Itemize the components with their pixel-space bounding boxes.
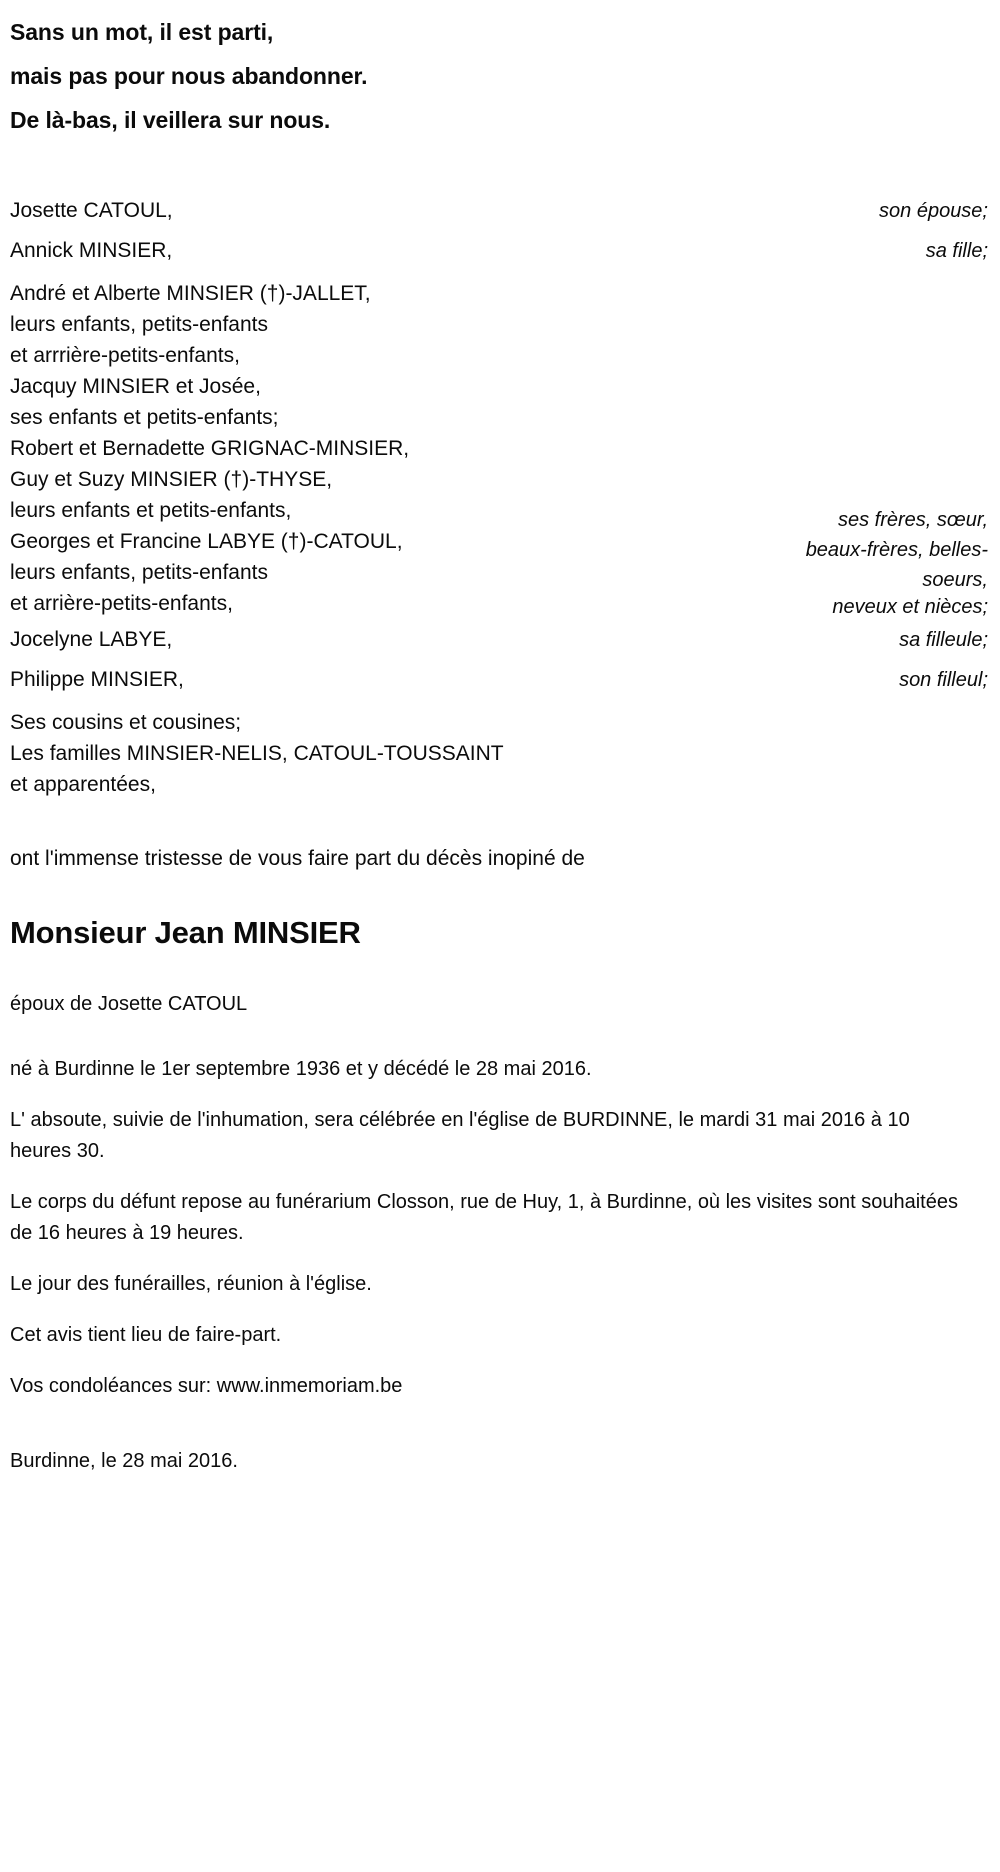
person-name: leurs enfants et petits-enfants, <box>10 499 292 522</box>
person-name: leurs enfants, petits-enfants <box>10 561 268 584</box>
person-name: Robert et Bernadette GRIGNAC-MINSIER, <box>10 437 410 460</box>
announcement-text: ont l'immense tristesse de vous faire part du décès inopiné de <box>10 847 585 870</box>
names-column-families <box>10 707 504 800</box>
poem-line-3: De là-bas, il veillera sur nous. <box>10 107 331 133</box>
person-name: Ses cousins et cousines; <box>10 711 242 734</box>
person-name: Jocelyne LABYE, <box>10 628 173 651</box>
person-name: leurs enfants, petits-enfants <box>10 313 268 336</box>
person-name: Annick MINSIER, <box>10 239 173 262</box>
spacer <box>10 619 988 627</box>
relation-label-line: neveux et nièces; <box>832 596 988 618</box>
spouse-of-text: époux de Josette CATOUL <box>10 993 248 1015</box>
spacer <box>10 264 988 278</box>
relation-row-cousins-families <box>10 707 988 800</box>
person-name: ses enfants et petits-enfants; <box>10 406 279 429</box>
spacer <box>10 693 988 707</box>
detail-condolences: Vos condoléances sur: www.inmemoriam.be <box>10 1375 403 1397</box>
detail-service: L' absoute, suivie de l'inhumation, sera célébrée en l'église de BURDINNE, le mardi 31 mai 2016 à 10 heures 30. <box>10 1109 910 1162</box>
person-name: Josette CATOUL, <box>10 199 173 222</box>
spacer <box>10 176 988 198</box>
person-name: Georges et Francine LABYE (†)-CATOUL, <box>10 530 403 553</box>
relation-label-spouse: son épouse; <box>879 200 988 222</box>
relation-label-daughter: sa fille; <box>925 240 988 262</box>
relation-label-godson: son filleul; <box>899 669 988 691</box>
person-name: Guy et Suzy MINSIER (†)-THYSE, <box>10 468 333 491</box>
detail-funeral-home: Le corps du défunt repose au funérarium Closson, rue de Huy, 1, à Burdinne, où les visites sont souhaitées de 16 heures à 19 heures. <box>10 1191 958 1244</box>
person-name: et arrrière-petits-enfants, <box>10 344 240 367</box>
relation-label-line: soeurs, <box>922 569 988 591</box>
names-column-siblings <box>10 278 409 619</box>
person-name: et arrière-petits-enfants, <box>10 592 233 615</box>
person-name: André et Alberte MINSIER (†)-JALLET, <box>10 282 371 305</box>
names-column <box>10 198 173 224</box>
relation-label-line: ses frères, sœur, <box>837 509 988 531</box>
person-name: Philippe MINSIER, <box>10 668 184 691</box>
relation-label-line: beaux-frères, belles- <box>805 539 988 561</box>
names-column <box>10 238 172 264</box>
detail-birth-death: né à Burdinne le 1er septembre 1936 et y décédé le 28 mai 2016. <box>10 1058 592 1080</box>
names-column <box>10 667 184 693</box>
detail-notice-note: Cet avis tient lieu de faire-part. <box>10 1324 282 1346</box>
relation-row-godson <box>10 667 988 693</box>
relation-row-siblings <box>10 278 988 619</box>
poem-line-2: mais pas pour nous abandonner. <box>10 63 368 89</box>
relation-row-spouse <box>10 198 988 224</box>
person-name: Jacquy MINSIER et Josée, <box>10 375 261 398</box>
detail-gathering: Le jour des funérailles, réunion à l'église. <box>10 1273 372 1295</box>
person-name: Les familles MINSIER-NELIS, CATOUL-TOUSSAINT <box>10 742 504 765</box>
relation-label-goddaughter: sa filleule; <box>899 629 988 651</box>
relation-row-goddaughter <box>10 627 988 653</box>
funeral-details <box>10 1054 988 1402</box>
spacer <box>10 224 988 238</box>
relation-label-siblings <box>806 505 988 619</box>
poem-block <box>10 10 988 142</box>
poem-line-1: Sans un mot, il est parti, <box>10 19 274 45</box>
names-column <box>10 627 172 653</box>
spacer <box>10 653 988 667</box>
deceased-name-heading: Monsieur Jean MINSIER <box>10 915 361 950</box>
relation-row-daughter <box>10 238 988 264</box>
person-name: et apparentées, <box>10 773 156 796</box>
place-and-date: Burdinne, le 28 mai 2016. <box>10 1450 238 1472</box>
